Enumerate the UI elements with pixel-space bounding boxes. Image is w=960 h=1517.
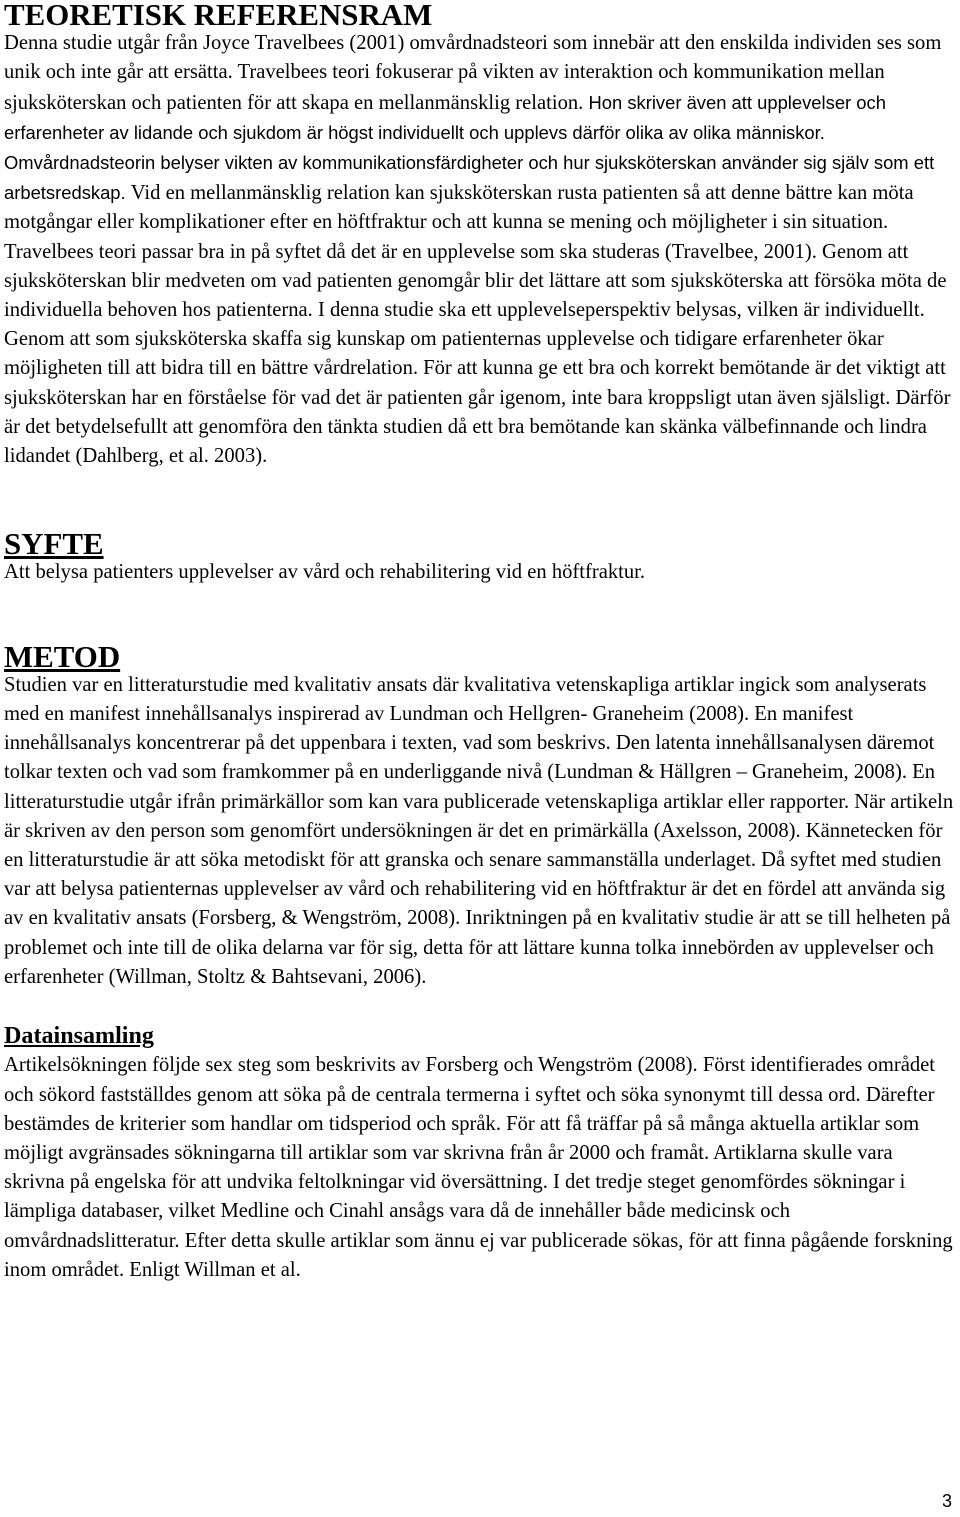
- heading-teoretisk-referensram: TEORETISK REFERENSRAM: [4, 0, 433, 32]
- paragraph-datainsamling: Artikelsökningen följde sex steg som beskrivits av Forsberg och Wengström (2008). Först identifierades området och sökord fastställdes genom att söka på de centrala termerna i syftet och söka synonymt till dessa ord. Därefter bestämdes de kriterier som handlar om tidsperiod och språk. För att få träffar på så många aktuella artiklar som möjligt avgränsades sökningarna till artiklar som var skrivna från år 2000 och framåt. Artiklarna skulle vara skrivna på engelska för att undvika feltolkningar vid översättning. I det tredje steget genomfördes sökningar i lämpliga databaser, vilket Medline och Cinahl ansågs vara då de innehåller både medicinsk och omvårdnadslitteratur. Efter detta skulle artiklar som ännu ej var publicerade sökas, för att finna pågående forskning inom området. Enligt Willman et al.: [4, 1054, 953, 1281]
- teoretisk-text-2: Hon skriver även att upplevelser och erfarenheter av lidande och sjukdom är högst individuellt och upplevs därför olika av olika människor. Omvårdnadsteorin belyser vikten av kommunikationsfärdigheter och hur sjuksköterskan använder sig själv som ett arbetsredskap.: [4, 91, 935, 204]
- heading-metod: METOD: [4, 638, 121, 674]
- document-page: [4, 0, 956, 1285]
- section-spacer: [4, 588, 956, 642]
- paragraph-metod: Studien var en litteraturstudie med kvalitativ ansats där kvalitativa vetenskapliga artiklar ingick som analyserats med en manifest innehållsanalys inspirerad av Lundman och Hellgren- Graneheim (2008). En manifest innehållsanalys koncentrerar på det uppenbara i texten, vad som beskrivs. Den latenta innehållsanalysen däremot tolkar texten och vad som framkommer på en underliggande nivå (Lundman & Hällgren – Graneheim, 2008). En litteraturstudie utgår ifrån primärkällor som kan vara publicerade vetenskapliga artiklar eller rapporter. När artikeln är skriven av den person som genomfört undersökningen är det en primärkälla (Axelsson, 2008). Kännetecken för en litteraturstudie är att söka metodiskt för att granska och senare sammanställa underlaget. Då syftet med studien var att belysa patienternas upplevelser av vård och rehabilitering vid en höftfraktur är det en fördel att använda sig av en kvalitativ ansats (Forsberg, & Wengström, 2008). Inriktningen på en kvalitativ studie är att se till helheten på problemet och inte till de olika delarna var för sig, detta för att lättare kunna tolka innebörden av upplevelser och erfarenheter (Willman, Stoltz & Bahtsevani, 2006).: [4, 673, 954, 988]
- section-spacer: [4, 471, 956, 529]
- teoretisk-text-1: Denna studie utgår från Joyce Travelbees (2001) omvårdnadsteori som innebär att den enskilda individen ses som unik och inte går att ersätta. Travelbees teori fokuserar på vikten av interaktion och kommunikation mellan sjuksköterskan och patienten för att skapa en mellanmänsklig relation.: [4, 32, 942, 114]
- section-spacer: [4, 992, 956, 1022]
- page-number: 3: [941, 1491, 952, 1511]
- paragraph-teoretisk: [4, 29, 956, 471]
- teoretisk-text-4: Travelbees teori passar bra in på syftet då det är en upplevelse som ska studeras (Travelbee, 2001). Genom att sjuksköterskan blir medveten om vad patienten genomgår blir det lättare att som sjuksköterska att försöka möta de individuella behoven hos patienterna. I denna studie ska ett upplevelseperspektiv belysas, vilken är individuellt. Genom att som sjuksköterska skaffa sig kunskap om patienternas upplevelse och tidigare erfarenheter ökar möjligheten till att bidra till en bättre vårdrelation. För att kunna ge ett bra och korrekt bemötande är det viktigt att sjuksköterskan har en förståelse för vad det är patienten går igenom, inte bara kroppsligt utan även själsligt. Därför är det betydelsefullt att genomföra den tänkta studien då ett bra bemötande kan skänka välbefinnande och lindra lidandet (Dahlberg, et al. 2003).: [4, 240, 951, 468]
- teoretisk-text-3: Vid en mellanmänsklig relation kan sjuksköterskan rusta patienten så att denne bättre kan möta motgångar eller komplikationer efter en höftfraktur och att kunna se mening och möjligheter i sin situation.: [4, 182, 914, 234]
- paragraph-syfte: Att belysa patienters upplevelser av vård och rehabilitering vid en höftfraktur.: [4, 561, 646, 584]
- heading-datainsamling: Datainsamling: [4, 1023, 154, 1050]
- heading-syfte: SYFTE: [4, 526, 104, 562]
